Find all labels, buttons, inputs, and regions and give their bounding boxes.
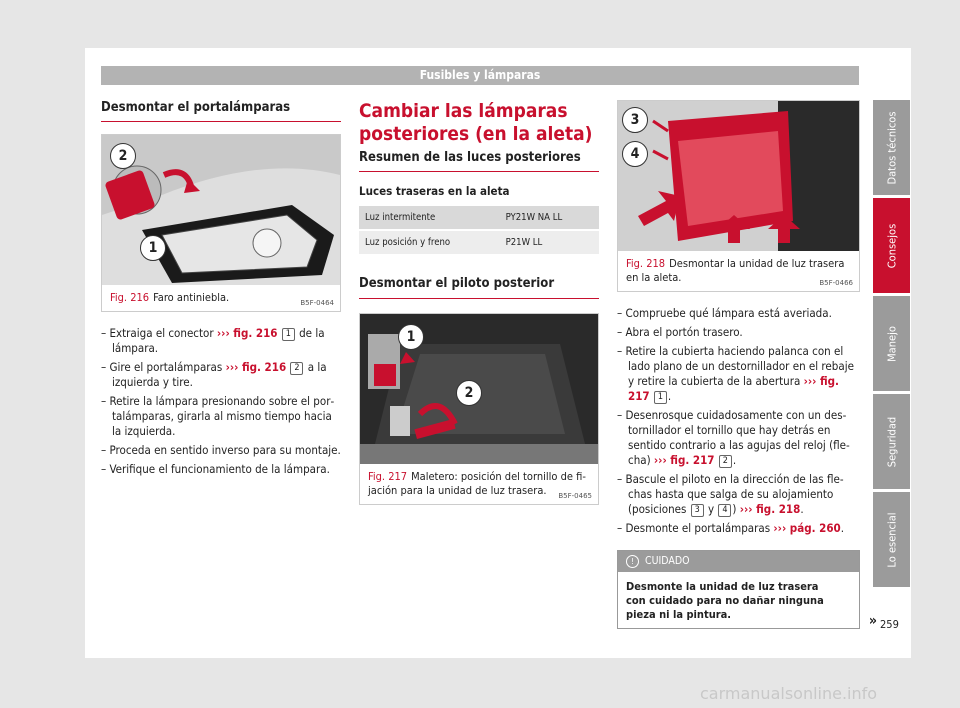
step: – Compruebe qué lámpara está averiada.: [617, 306, 860, 321]
column-2: [359, 100, 599, 513]
caution-header: ! CUIDADO: [618, 551, 859, 572]
figure-link[interactable]: ››› fig. 216: [216, 326, 278, 340]
steps-list: [617, 306, 860, 536]
callout-badge: 2: [290, 362, 303, 375]
figure-link[interactable]: ››› fig. 217: [628, 374, 839, 403]
warning-icon: !: [626, 555, 639, 568]
tab-manejo[interactable]: Manejo: [873, 296, 910, 391]
page-link[interactable]: ››› pág. 260: [773, 521, 841, 535]
figure-caption-text: Desmontar la unidad de luz trasera en la aleta.: [626, 257, 845, 284]
figure-number: Fig. 218: [626, 257, 666, 270]
figure-216: [101, 134, 341, 312]
column-1: [101, 100, 341, 481]
callout-badge: 2: [719, 455, 732, 468]
page-number: 259: [880, 618, 899, 631]
subsection-title: Desmontar el piloto posterior: [359, 276, 599, 299]
section-title: Desmontar el portalámparas: [101, 100, 341, 122]
step: – Bascule el piloto en la dirección de las flechas hasta que salga de su alojamiento (posiciones 3 y 4 ) ››› fig. 218.: [617, 472, 860, 517]
figure-code: B5F-0466: [819, 279, 853, 287]
continue-icon: »: [868, 613, 877, 629]
step: – Gire el portalámparas ››› fig. 216 2 a la izquierda y tire.: [101, 360, 341, 390]
callout-badge: 3: [691, 504, 704, 517]
callout-4: 4: [622, 141, 648, 167]
column-3: [617, 100, 877, 629]
tail-light-illustration: [618, 101, 859, 251]
tab-consejos[interactable]: Consejos: [873, 198, 910, 293]
figure-code: B5F-0464: [300, 299, 334, 307]
watermark: carmanualsonline.info: [700, 684, 878, 703]
figure-caption-text: Faro antiniebla.: [153, 291, 230, 304]
step: – Extraiga el conector ››› fig. 216 1 de la lámpara.: [101, 326, 341, 356]
step: – Abra el portón trasero.: [617, 325, 860, 340]
lamp-table: [359, 206, 599, 254]
section-title: Resumen de las luces posteriores: [359, 150, 599, 172]
table-title: Luces traseras en la aleta: [359, 184, 510, 198]
callout-2: 2: [456, 380, 482, 406]
step: – Desenrosque cuidadosamente con un destornillador el tornillo que hay detrás en sentido contrario a las agujas del reloj (flecha) ››› fig. 217 2 .: [617, 408, 860, 468]
figure-caption: [102, 285, 340, 311]
figure-217: [359, 313, 599, 505]
callout-badge: 1: [282, 328, 295, 341]
step: – Retire la lámpara presionando sobre el portalámparas, girarla al mismo tiempo hacia la izquierda.: [101, 394, 341, 439]
header-bar: Fusibles y lámparas: [101, 66, 859, 85]
fog-lamp-illustration: [102, 135, 340, 285]
tab-datos-tecnicos[interactable]: Datos técnicos: [873, 100, 910, 195]
figure-code: B5F-0465: [558, 492, 592, 500]
table-row: Luz intermitente PY21W NA LL: [359, 206, 599, 230]
figure-link[interactable]: ››› fig. 217: [653, 453, 715, 467]
step: – Proceda en sentido inverso para su montaje.: [101, 443, 341, 458]
step: – Verifique el funcionamiento de la lámpara.: [101, 462, 341, 477]
callout-badge: 4: [718, 504, 731, 517]
callout-badge: 1: [654, 391, 667, 404]
caution-box: [617, 550, 877, 629]
side-tabs: [873, 100, 910, 590]
figure-218: [617, 100, 860, 292]
callout-1: 1: [140, 235, 166, 261]
callout-2: 2: [110, 143, 136, 169]
callout-3: 3: [622, 107, 648, 133]
tab-lo-esencial[interactable]: Lo esencial: [873, 492, 910, 587]
table-row: Luz posición y freno P21W LL: [359, 230, 599, 254]
figure-number: Fig. 217: [368, 470, 408, 483]
caution-text: Desmonte la unidad de luz trasera con cuidado para no dañar ninguna pieza ni la pintura. »: [626, 580, 877, 629]
figure-link[interactable]: ››› fig. 216: [225, 360, 287, 374]
tab-seguridad[interactable]: Seguridad: [873, 394, 910, 489]
chapter-title: Cambiar las lámparas posteriores (en la aleta): [359, 100, 593, 145]
figure-caption-text: Maletero: posición del tornillo de fijación para la unidad de luz trasera.: [368, 470, 586, 497]
figure-link[interactable]: ››› fig. 218: [739, 502, 801, 516]
figure-number: Fig. 216: [110, 291, 150, 304]
callout-1: 1: [398, 324, 424, 350]
step: – Retire la cubierta haciendo palanca con el lado plano de un destornillador en el rebaje y retire la cubierta de la abertura ››› fig. 217 1 .: [617, 344, 860, 404]
steps-list: [101, 326, 341, 477]
step: – Desmonte el portalámparas ››› pág. 260.: [617, 521, 860, 536]
